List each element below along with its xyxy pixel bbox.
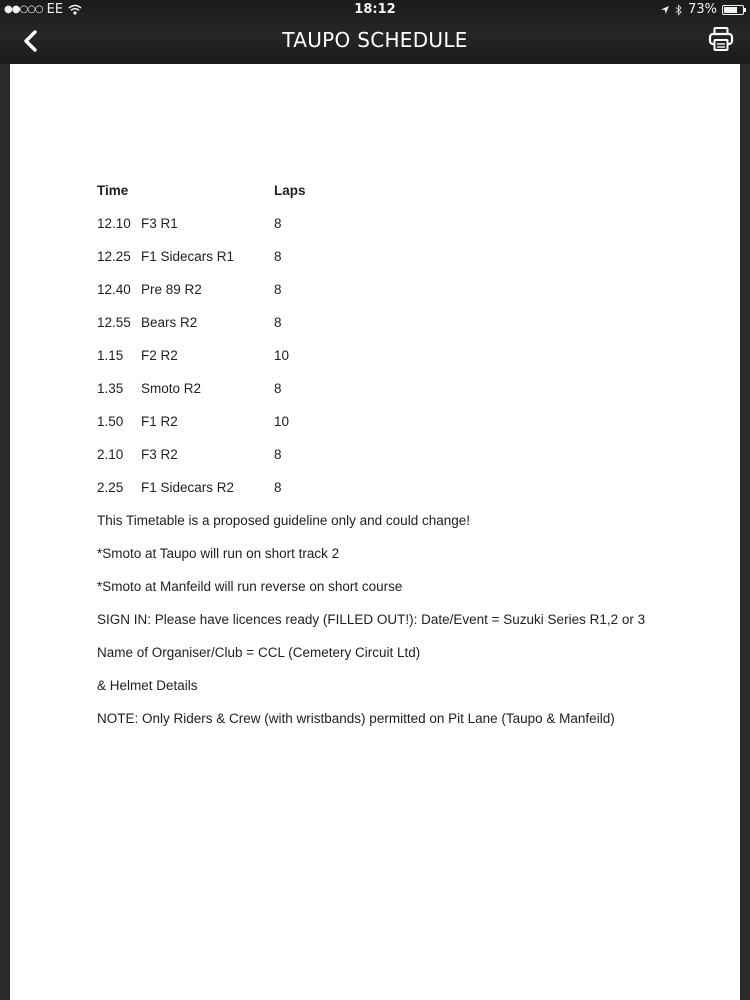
- time-column-header: Time: [97, 183, 129, 198]
- status-bar: [0, 0, 750, 20]
- race-event: Bears R2: [141, 315, 198, 330]
- back-button[interactable]: [18, 26, 46, 56]
- battery-icon: [722, 5, 744, 15]
- page-title: TAUPO SCHEDULE: [282, 28, 468, 52]
- signal-strength-icon: ●●○○○: [4, 4, 43, 15]
- race-event: F3 R1: [141, 216, 178, 231]
- navigation-bar: [0, 20, 750, 64]
- battery-percentage: 73%: [688, 2, 717, 17]
- schedule-header-row: [97, 182, 717, 215]
- race-laps: 8: [274, 216, 282, 231]
- schedule-row: [97, 479, 717, 512]
- race-time: 12.10: [97, 216, 131, 231]
- status-time: 18:12: [354, 2, 396, 17]
- notes-section: [97, 512, 717, 743]
- schedule-row: [97, 314, 717, 347]
- note-line: This Timetable is a proposed guideline only and could change!: [97, 513, 470, 528]
- race-time: 12.40: [97, 282, 131, 297]
- race-laps: 8: [274, 480, 282, 495]
- race-event: F1 Sidecars R2: [141, 480, 235, 495]
- schedule-rows: [97, 215, 717, 512]
- carrier-name: EE: [46, 2, 64, 17]
- laps-column-header: Laps: [274, 183, 306, 198]
- schedule-row: [97, 347, 717, 380]
- location-arrow-icon: [660, 5, 670, 15]
- schedule-row: [97, 215, 717, 248]
- race-laps: 8: [274, 381, 282, 396]
- race-laps: 8: [274, 315, 282, 330]
- race-time: 1.50: [97, 414, 124, 429]
- race-time: 1.15: [97, 348, 124, 363]
- race-event: F1 Sidecars R1: [141, 249, 235, 264]
- race-time: 1.35: [97, 381, 124, 396]
- note-line: NOTE: Only Riders & Crew (with wristbands) permitted on Pit Lane (Taupo & Manfeild): [97, 711, 615, 726]
- race-laps: 8: [274, 249, 282, 264]
- race-time: 12.55: [97, 315, 131, 330]
- note-line: & Helmet Details: [97, 678, 198, 693]
- race-laps: 10: [274, 348, 290, 363]
- schedule-row: [97, 413, 717, 446]
- race-time: 2.25: [97, 480, 124, 495]
- note-line: Name of Organiser/Club = CCL (Cemetery Circuit Ltd): [97, 645, 421, 660]
- race-event: Smoto R2: [141, 381, 202, 396]
- schedule-document: [97, 182, 717, 743]
- race-time: 12.25: [97, 249, 131, 264]
- print-button[interactable]: [708, 26, 734, 52]
- chevron-left-icon: [18, 26, 46, 56]
- note-line: *Smoto at Manfeild will run reverse on short course: [97, 579, 403, 594]
- document-page[interactable]: [10, 64, 740, 1000]
- note-line: *Smoto at Taupo will run on short track 2: [97, 546, 340, 561]
- race-laps: 8: [274, 447, 282, 462]
- printer-icon: [708, 26, 734, 52]
- schedule-row: [97, 446, 717, 479]
- schedule-row: [97, 281, 717, 314]
- race-time: 2.10: [97, 447, 124, 462]
- bluetooth-icon: [675, 4, 683, 16]
- race-laps: 10: [274, 414, 290, 429]
- race-laps: 8: [274, 282, 282, 297]
- note-line: SIGN IN: Please have licences ready (FILLED OUT!): Date/Event = Suzuki Series R1,2 or 3: [97, 612, 646, 627]
- race-event: F2 R2: [141, 348, 178, 363]
- race-event: F1 R2: [141, 414, 178, 429]
- race-event: Pre 89 R2: [141, 282, 202, 297]
- schedule-row: [97, 380, 717, 413]
- race-event: F3 R2: [141, 447, 178, 462]
- schedule-row: [97, 248, 717, 281]
- top-bar: [0, 0, 750, 64]
- battery-fill: [724, 7, 737, 13]
